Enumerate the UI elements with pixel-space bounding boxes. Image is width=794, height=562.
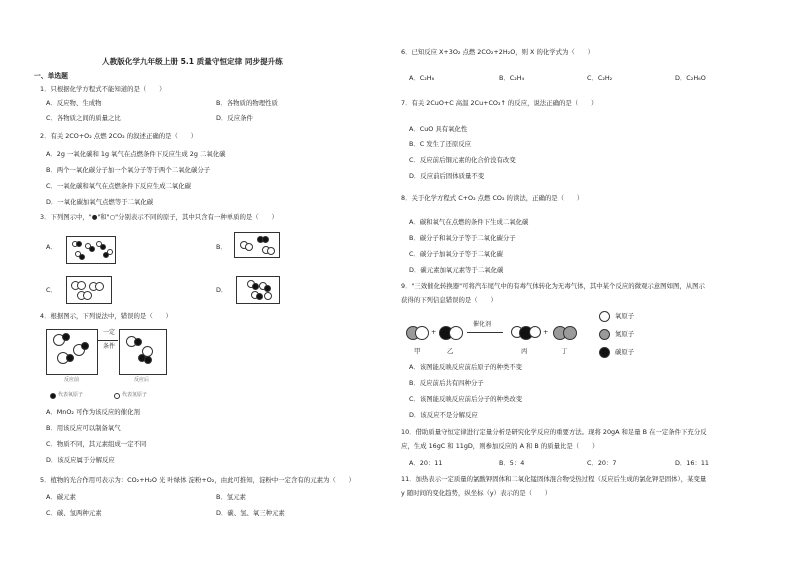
q4-legend-hydrogen: 代表氢原子 — [122, 392, 148, 398]
carbon-atom-icon — [599, 347, 610, 358]
q5-option-b[interactable]: B．氢元素 — [216, 493, 246, 501]
q2-option-b[interactable]: B．两个一氧化碳分子加一个氧分子等于两个二氧化碳分子 — [46, 166, 211, 174]
q6-stem: 6．已知反应 X+3O₂ 点燃 2CO₂+2H₂O，则 X 的化学式为（ ） — [401, 48, 594, 56]
q9-stem-line-2: 获得的下列信息错误的是（ ） — [401, 296, 497, 304]
q3-option-b[interactable]: B． — [216, 243, 227, 251]
q4-after-label: 反应后 — [134, 377, 150, 383]
q9-label-yi: 乙 — [447, 347, 454, 355]
q5-stem: 5．植物的光合作用可表示为：CO₂+H₂O 光 叶绿体 淀粉+O₂，由此可推知，淀粉中一定含有的元素为（ ） — [40, 476, 355, 484]
nitrogen-atom-icon — [599, 329, 610, 340]
oxygen-atom-icon — [50, 393, 56, 399]
q4-option-c[interactable]: C．物质不同，其元素组成一定不同 — [46, 440, 147, 448]
q10-stem-line-1: 10．借助质量守恒定律进行定量分析是研究化学反应的重要方法。现将 20gA 和足量 B 在一定条件下充分反 — [401, 428, 707, 436]
q4-stem: 4．根据图示，下列说法中，错误的是（ ） — [40, 312, 172, 320]
q2-stem: 2．有关 2CO+O₂ 点燃 2CO₂ 的叙述正确的是（ ） — [40, 132, 198, 140]
q3-option-a[interactable]: A． — [46, 243, 57, 251]
q5-option-d[interactable]: D．碳、氢、氧三种元素 — [216, 509, 285, 517]
q8-option-d[interactable]: D．碳元素加氧元素等于二氧化碳 — [409, 266, 504, 274]
q7-option-c[interactable]: C．反应前后铜元素的化合价没有改变 — [409, 156, 516, 164]
q10-option-c[interactable]: C．20：7 — [587, 459, 617, 467]
q1-option-a[interactable]: A．反应物、生成物 — [46, 99, 102, 107]
q8-option-b[interactable]: B．碳分子和氧分子等于二氧化碳分子 — [409, 234, 516, 242]
q1-stem: 1．只根据化学方程式不能知道的是（ ） — [40, 85, 166, 93]
q4-option-a[interactable]: A．MnO₂ 可作为该反应的催化剂 — [46, 408, 140, 416]
q3-option-d[interactable]: D． — [216, 286, 228, 294]
q11-stem-line-2: y 随时间的变化趋势，纵坐标（y）表示的是（ ） — [401, 489, 552, 497]
q2-option-c[interactable]: C．一氧化碳和氧气在点燃条件下反应生成二氧化碳 — [46, 182, 192, 190]
q8-stem: 8．关于化学方程式 C+O₂ 点燃 CO₂ 的读法，正确的是（ ） — [401, 194, 584, 202]
q9-option-a[interactable]: A．该图能反映反应前后原子的种类不变 — [409, 363, 523, 371]
q9-catalyst-label: 催化剂 — [473, 321, 492, 328]
q3-diagram-d — [236, 276, 280, 304]
q3-option-c[interactable]: C． — [46, 286, 57, 294]
q9-label-bing: 丙 — [521, 347, 528, 355]
q3-diagram-a — [66, 236, 116, 264]
q7-option-d[interactable]: D．反应前后固体质量不变 — [409, 172, 485, 180]
q8-option-c[interactable]: C．碳分子加氧分子等于二氧化碳 — [409, 250, 503, 258]
q9-stem-line-1: 9．"三效催化转换器"可将汽车尾气中的有毒气体转化为无毒气体，其中某个反应的微观示意图如图，从图示 — [401, 282, 705, 290]
q8-option-a[interactable]: A．碳和氧气在点燃的条件下生成二氧化碳 — [409, 218, 529, 226]
q1-option-c[interactable]: C．各物质之间的质量之比 — [46, 114, 121, 122]
q4-before-box — [46, 329, 98, 375]
q9-legend-oxygen: 氧原子 — [615, 312, 635, 320]
section-heading: 一、单选题 — [34, 72, 68, 80]
q7-option-a[interactable]: A．CuO 具有氧化性 — [409, 125, 468, 133]
q9-legend-nitrogen: 氮原子 — [615, 330, 635, 338]
q5-option-a[interactable]: A．碳元素 — [46, 493, 76, 501]
q5-option-c[interactable]: C．碳、氢两种元素 — [46, 509, 102, 517]
q4-reaction-arrow — [98, 340, 118, 341]
q11-stem-line-1: 11．加热表示一定质量的氯酸钾固体和二氧化锰固体混合物受热过程（反应后生成的氯化钾是固体），某变量 — [401, 475, 707, 483]
q9-label-jia: 甲 — [414, 347, 421, 355]
q10-stem-line-2: 应，生成 16gC 和 11gD，则参加反应的 A 和 B 的质量比是（ ） — [401, 442, 599, 450]
q3-diagram-c — [66, 276, 112, 304]
q2-option-d[interactable]: D．一氧化碳加氧气点燃等于二氧化碳 — [46, 198, 154, 206]
q7-stem: 7．有关 2CuO+C 高温 2Cu+CO₂↑ 的反应，说法正确的是（ ） — [401, 99, 598, 107]
q9-option-b[interactable]: B．反应前后共有四种分子 — [409, 379, 484, 387]
q4-option-b[interactable]: B．用该反应可以制备氧气 — [46, 424, 121, 432]
q9-option-c[interactable]: C．该图能反映反应前后分子的种类改变 — [409, 395, 523, 403]
page-title: 人教版化学九年级上册 5.1 质量守恒定律 同步提升练 — [102, 57, 283, 66]
q4-arrow-label-1: 一定 — [103, 329, 116, 336]
q4-arrow-label-2: 条件 — [103, 343, 116, 350]
q9-option-d[interactable]: D．该反应不是分解反应 — [409, 411, 478, 419]
q3-diagram-b — [234, 232, 280, 258]
q1-option-d[interactable]: D．反应条件 — [216, 114, 253, 122]
q10-option-b[interactable]: B．5：4 — [499, 459, 525, 467]
q6-option-a[interactable]: A．C₂H₆ — [409, 74, 435, 82]
oxygen-atom-icon — [599, 311, 610, 322]
right-page: 6．已知反应 X+3O₂ 点燃 2CO₂+2H₂O，则 X 的化学式为（ ） A．C₂H₆ B．C₂H₄ C．C₂H₂ D．C₂H₆O 7．有关 2CuO+C 高温 2Cu+CO₂↑ 的反应，说法正确的是（ ） A．CuO 具有氧化性 B．C 发生了还原反应 C．反应前后铜元素的化合价没有改变 D．反应前后固体质量不变 8．关于化学方程式 C+O₂ 点燃 CO₂ 的读法，正确的是（ ） A．碳和氧气在点燃的条件下生成二氧化碳 B．碳分子和氧分子等于二氧化碳分子 C．碳分子加氧分子等于二氧化碳 D．碳元素加氧元素等于二氧化碳 9．"三效催化转换器"可将汽车尾气中的有毒气体转化为无毒气体，其中某个反应的微观示意图如图，从图示 获得的下列信息错误的是（ ） + 催化剂 + 甲 乙 丙 丁 氧原子 氮原子 碳原子 A．该图能反映反应前后原子的种类不变 B．反应前后共有四种分子 C．该图能反映反应前后分子的种类改变 D．该反应不是分解反应 10．借助质量守恒定律进行定量分析是研究化学反应的重要方法。现将 20gA 和足量 B 在一定条件下充分反 应，生成 16gC 和 11gD，则参加反应的 A 和 B 的质量比是（ ） A．20：11 B．5：4 C．20：7 D．16：11 11．加热表示一定质量的氯酸钾固体和二氧化锰固体混合物受热过程（反应后生成的氯化钾是固体），某变量 y 随时间的变化趋势，纵坐标（y）表示的是（ ） — [401, 48, 709, 497]
q4-legend-oxygen: 代表氧原子 — [58, 392, 84, 398]
q6-option-b[interactable]: B．C₂H₄ — [499, 74, 525, 82]
q10-option-d[interactable]: D．16：11 — [675, 459, 709, 467]
hydrogen-atom-icon — [114, 393, 120, 399]
q4-after-box — [119, 329, 167, 375]
q10-option-a[interactable]: A．20：11 — [409, 459, 443, 467]
q4-before-label: 反应前 — [64, 377, 80, 383]
q9-label-ding: 丁 — [561, 347, 568, 355]
q6-option-d[interactable]: D．C₂H₆O — [675, 74, 706, 82]
q7-option-b[interactable]: B．C 发生了还原反应 — [409, 140, 472, 148]
q9-legend-carbon: 碳原子 — [615, 348, 635, 356]
q2-option-a[interactable]: A．2g 一氧化碳和 1g 氧气在点燃条件下反应生成 2g 二氧化碳 — [46, 150, 226, 158]
q1-option-b[interactable]: B．各物质的物理性质 — [216, 99, 278, 107]
q4-option-d[interactable]: D．该反应属于分解反应 — [46, 456, 115, 464]
q3-stem: 3．下列图示中，"●"和"○"分别表示不同的原子，其中只含有一种单质的是（ ） — [40, 213, 278, 221]
q6-option-c[interactable]: C．C₂H₂ — [587, 74, 613, 82]
